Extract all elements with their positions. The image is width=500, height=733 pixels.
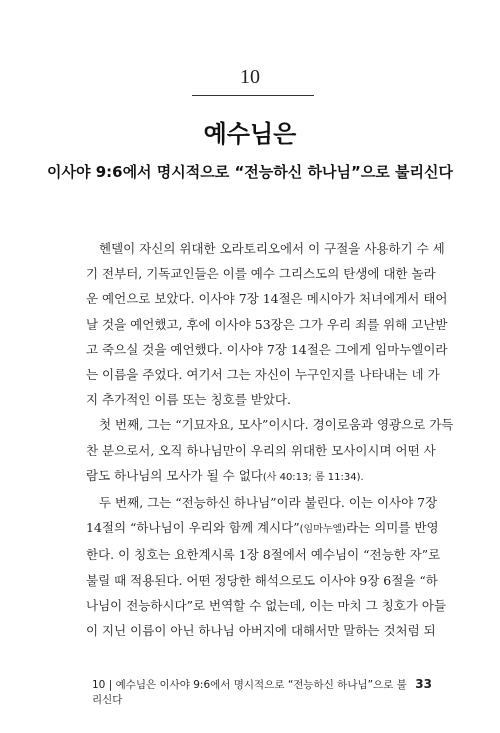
paragraph-text: 라는 의미를 반영	[346, 520, 439, 536]
paragraph-line: 운 예언으로 보았다. 이사야 7장 14절은 메시아가 처녀에게서 태어	[86, 291, 448, 307]
paragraph-line	[86, 515, 439, 542]
chapter-number: 10	[240, 66, 260, 88]
body-text	[86, 236, 454, 643]
paragraph-line: 고 죽으실 것을 예언했다. 이사야 7장 14절은 그에게 임마누엘이라	[86, 341, 448, 357]
paragraph-line: 두 번째, 그는 “전능하신 하나님”이라 불린다. 이는 이사야 7장	[99, 495, 438, 511]
paragraph-text: 람도 하나님의 모사가 될 수 없다	[86, 467, 263, 483]
paragraph-line: 이 지닌 이름이 아닌 하나님 아버지에 대해서만 말하는 것처럼 되	[86, 623, 436, 639]
page-footer	[92, 677, 432, 707]
paragraph-text: 14절의 “하나님이 우리와 함께 계시다”	[86, 520, 300, 536]
running-head: 10 | 예수님은 이사야 9:6에서 명시적으로 “전능하신 하나님”으로 불리신다	[92, 679, 407, 706]
paragraph-line: 날 것을 예언했고, 후에 이사야 53장은 그가 우리 죄를 위해 고난받	[86, 316, 448, 332]
paragraph-line: 불릴 때 적용된다. 어떤 정당한 해석으로도 이사야 9장 6절을 “하	[86, 572, 438, 588]
chapter-subtitle: 이사야 9:6에서 명시적으로 “전능하신 하나님”으로 불리신다	[47, 163, 453, 181]
paragraph-line: 나님이 전능하시다”로 번역할 수 없는데, 이는 마치 그 칭호가 아들	[86, 597, 447, 613]
paragraph-line: 지 추가적인 이름 또는 칭호를 받았다.	[86, 392, 291, 408]
paragraph-line: 헨델이 자신의 위대한 오라토리오에서 이 구절을 사용하기 수 세	[99, 241, 445, 256]
paragraph-line: 는 이름을 주었다. 여기서 그는 자신이 누구인지를 나타내는 네 가	[86, 367, 440, 383]
paragraph-line: 한다. 이 칭호는 요한계시록 1장 8절에서 예수님이 “전능한 자”로	[86, 547, 441, 563]
scripture-reference: (사 40:13; 롬 11:34).	[262, 471, 364, 483]
paragraph-line: 찬 분으로서, 오직 하나님만이 우리의 위대한 모사이시며 어떤 사	[86, 442, 436, 458]
chapter-title: 예수님은	[203, 120, 297, 148]
paragraph-line	[86, 463, 416, 490]
page-number: 33	[415, 677, 432, 691]
paragraph-line: 첫 번째, 그는 “기묘자요, 모사”이시다. 경이로움과 영광으로 가득	[99, 417, 454, 433]
paragraph-line: 기 전부터, 기독교인들은 이를 예수 그리스도의 탄생에 대한 놀라	[86, 266, 436, 282]
inline-note: (임마누엘)	[299, 524, 347, 536]
chapter-divider	[192, 95, 314, 96]
